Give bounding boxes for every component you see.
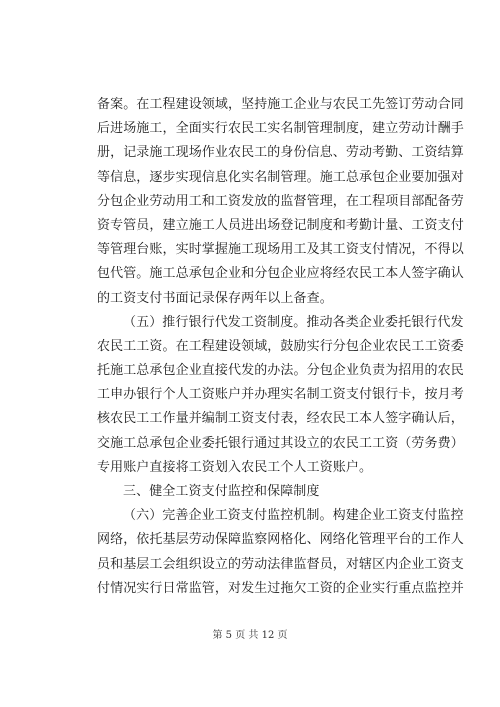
text-line: 交施工总承包企业委托银行通过其设立的农民工工资（劳务费） <box>97 435 464 451</box>
page-footer: 第 5 页 共 12 页 <box>212 630 288 641</box>
text-line: 核农民工工作量并编制工资支付表，经农民工本人签字确认后， <box>97 411 464 427</box>
text-line: 农民工工资。在工程建设领域，鼓励实行分包企业农民工工资委 <box>97 338 464 354</box>
text-line: 托施工总承包企业直接代发的办法。分包企业负责为招用的农民 <box>97 363 464 379</box>
text-line: 专用账户直接将工资划入农民工个人工资账户。 <box>97 459 373 475</box>
text-line: 员和基层工会组织设立的劳动法律监督员，对辖区内企业工资支 <box>97 556 464 572</box>
text-line: 资专管员，建立施工人员进出场登记制度和考勤计量、工资支付 <box>97 217 464 233</box>
section-six-heading-line: （六）完善企业工资支付监控机制。构建企业工资支付监控 <box>123 508 464 524</box>
text-line: 分包企业劳动用工和工资发放的监督管理，在工程项目部配备劳 <box>97 193 464 209</box>
text-line: 工申办银行个人工资账户并办理实名制工资支付银行卡，按月考 <box>97 387 464 403</box>
text-line: 备案。在工程建设领域，坚持施工企业与农民工先签订劳动合同 <box>97 97 464 112</box>
section-five-heading-line: （五）推行银行代发工资制度。推动各类企业委托银行代发 <box>123 314 464 330</box>
text-line: 付情况实行日常监管，对发生过拖欠工资的企业实行重点监控并 <box>97 580 464 596</box>
text-line: 后进场施工，全面实行农民工实名制管理制度，建立劳动计酬手 <box>97 121 464 137</box>
text-line: 等管理台账，实时掌握施工现场用工及其工资支付情况，不得以 <box>97 242 464 258</box>
text-line: 等信息，逐步实现信息化实名制管理。施工总承包企业要加强对 <box>97 169 464 185</box>
text-line: 的工资支付书面记录保存两年以上备查。 <box>97 290 333 306</box>
section-three-heading: 三、健全工资支付监控和保障制度 <box>123 484 320 499</box>
text-line: 册，记录施工现场作业农民工的身份信息、劳动考勤、工资结算 <box>97 145 464 161</box>
document-body <box>97 93 464 601</box>
text-line: 网络，依托基层劳动保障监察网格化、网络化管理平台的工作人 <box>97 532 464 548</box>
text-line: 包代管。施工总承包企业和分包企业应将经农民工本人签字确认 <box>97 266 464 282</box>
